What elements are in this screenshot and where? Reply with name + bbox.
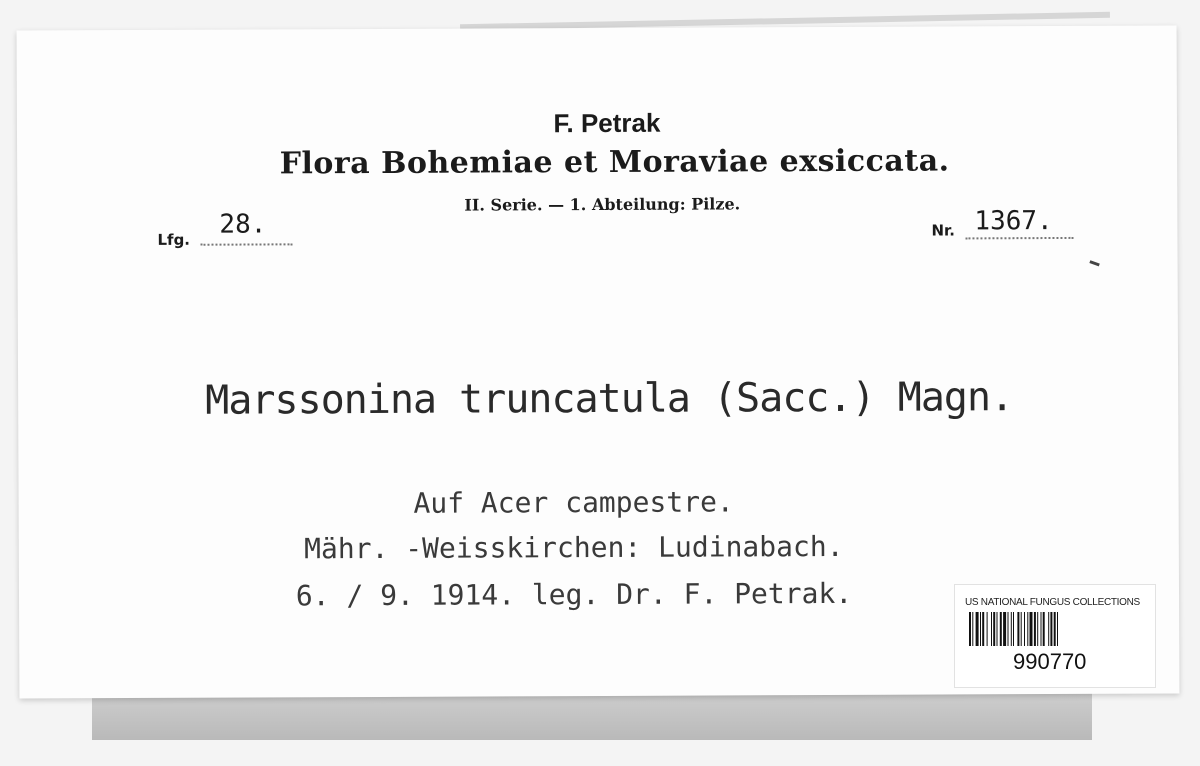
label-author: F. Petrak	[553, 107, 661, 139]
host-plant: Auf Acer campestre.	[413, 485, 734, 520]
barcode-icon	[969, 612, 1139, 646]
nr-value: 1367.	[974, 206, 1053, 237]
barcode-institution: US NATIONAL FUNGUS COLLECTIONS	[965, 597, 1140, 608]
barcode-number: 990770	[1013, 649, 1087, 674]
collection-locality: Mähr. -Weisskirchen: Ludinabach.	[304, 529, 844, 566]
lfg-dotted-line	[200, 243, 292, 245]
nr-dotted-line	[965, 237, 1073, 239]
taxon-name: Marssonina truncatula (Sacc.) Magn.	[205, 374, 1014, 424]
lfg-value: 28.	[219, 209, 267, 240]
ink-speck	[1089, 260, 1099, 266]
series-subtitle: II. Serie. — 1. Abteilung: Pilze.	[464, 194, 741, 215]
nr-label: Nr.	[931, 221, 955, 240]
series-title: Flora Bohemiae et Moraviae exsiccata.	[279, 143, 950, 182]
lfg-label: Lfg.	[157, 230, 191, 249]
barcode-label	[954, 584, 1156, 688]
collection-date-collector: 6. / 9. 1914. leg. Dr. F. Petrak.	[295, 576, 853, 613]
